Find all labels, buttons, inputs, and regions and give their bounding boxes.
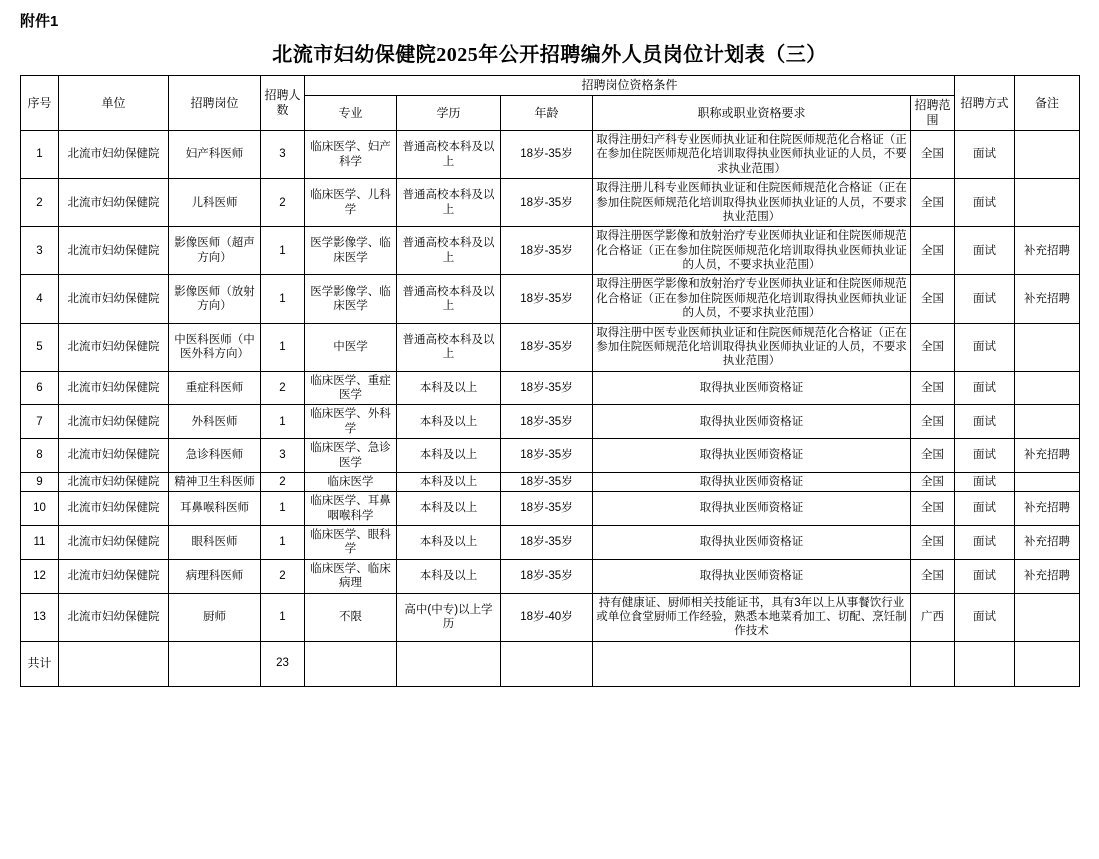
cell-major: 临床医学、耳鼻咽喉科学 <box>305 492 397 526</box>
cell-scope: 全国 <box>911 179 955 227</box>
table-row <box>21 439 1080 473</box>
cell-scope: 全国 <box>911 227 955 275</box>
cell-unit: 北流市妇幼保健院 <box>59 179 169 227</box>
cell-count: 2 <box>261 179 305 227</box>
cell-unit: 北流市妇幼保健院 <box>59 131 169 179</box>
table-row <box>21 559 1080 593</box>
cell-count: 2 <box>261 472 305 491</box>
cell-no: 3 <box>21 227 59 275</box>
cell-post: 眼科医师 <box>169 526 261 560</box>
cell-method: 面试 <box>955 275 1015 323</box>
cell-title-requirement: 取得注册儿科专业医师执业证和住院医师规范化合格证（正在参加住院医师规范化培训取得执业医师执业证的人员，不要求执业范围） <box>593 179 911 227</box>
cell-post: 病理科医师 <box>169 559 261 593</box>
cell-age: 18岁-35岁 <box>501 323 593 371</box>
total-unit <box>59 641 169 686</box>
header-scope: 招聘范围 <box>911 96 955 131</box>
cell-count: 2 <box>261 371 305 405</box>
cell-remark <box>1015 593 1080 641</box>
cell-age: 18岁-35岁 <box>501 559 593 593</box>
cell-education: 本科及以上 <box>397 472 501 491</box>
cell-post: 急诊科医师 <box>169 439 261 473</box>
cell-unit: 北流市妇幼保健院 <box>59 323 169 371</box>
cell-education: 高中(中专)以上学历 <box>397 593 501 641</box>
cell-scope: 全国 <box>911 371 955 405</box>
header-post: 招聘岗位 <box>169 76 261 131</box>
cell-post: 影像医师（放射方向） <box>169 275 261 323</box>
cell-major: 医学影像学、临床医学 <box>305 227 397 275</box>
total-education <box>397 641 501 686</box>
cell-remark: 补充招聘 <box>1015 492 1080 526</box>
total-post <box>169 641 261 686</box>
cell-remark <box>1015 323 1080 371</box>
cell-age: 18岁-35岁 <box>501 405 593 439</box>
cell-method: 面试 <box>955 371 1015 405</box>
cell-age: 18岁-40岁 <box>501 593 593 641</box>
cell-education: 本科及以上 <box>397 559 501 593</box>
cell-count: 1 <box>261 593 305 641</box>
header-age: 年龄 <box>501 96 593 131</box>
cell-education: 本科及以上 <box>397 526 501 560</box>
cell-remark <box>1015 472 1080 491</box>
cell-scope: 广西 <box>911 593 955 641</box>
cell-count: 3 <box>261 131 305 179</box>
recruitment-plan-table <box>20 75 1080 687</box>
cell-post: 外科医师 <box>169 405 261 439</box>
page-title: 北流市妇幼保健院2025年公开招聘编外人员岗位计划表（三） <box>272 44 827 66</box>
cell-age: 18岁-35岁 <box>501 472 593 491</box>
cell-no: 10 <box>21 492 59 526</box>
cell-count: 1 <box>261 526 305 560</box>
header-no: 序号 <box>21 76 59 131</box>
header-group-qualifications: 招聘岗位资格条件 <box>305 76 955 96</box>
header-unit: 单位 <box>59 76 169 131</box>
cell-major: 临床医学、临床病理 <box>305 559 397 593</box>
cell-education: 普通高校本科及以上 <box>397 179 501 227</box>
cell-age: 18岁-35岁 <box>501 179 593 227</box>
cell-unit: 北流市妇幼保健院 <box>59 472 169 491</box>
cell-education: 普通高校本科及以上 <box>397 323 501 371</box>
cell-title-requirement: 取得注册医学影像和放射治疗专业医师执业证和住院医师规范化合格证（正在参加住院医师规范化培训取得执业医师执业证的人员，不要求执业范围） <box>593 275 911 323</box>
cell-no: 1 <box>21 131 59 179</box>
cell-count: 1 <box>261 323 305 371</box>
cell-method: 面试 <box>955 405 1015 439</box>
cell-scope: 全国 <box>911 559 955 593</box>
cell-method: 面试 <box>955 593 1015 641</box>
cell-unit: 北流市妇幼保健院 <box>59 371 169 405</box>
cell-major: 医学影像学、临床医学 <box>305 275 397 323</box>
cell-method: 面试 <box>955 439 1015 473</box>
cell-major: 中医学 <box>305 323 397 371</box>
table-row <box>21 526 1080 560</box>
total-scope <box>911 641 955 686</box>
total-title-requirement <box>593 641 911 686</box>
cell-count: 1 <box>261 275 305 323</box>
cell-post: 重症科医师 <box>169 371 261 405</box>
cell-post: 耳鼻喉科医师 <box>169 492 261 526</box>
attachment-label: 附件1 <box>20 13 59 30</box>
cell-unit: 北流市妇幼保健院 <box>59 593 169 641</box>
cell-post: 儿科医师 <box>169 179 261 227</box>
cell-method: 面试 <box>955 526 1015 560</box>
cell-method: 面试 <box>955 323 1015 371</box>
cell-count: 1 <box>261 492 305 526</box>
header-method: 招聘方式 <box>955 76 1015 131</box>
cell-post: 妇产科医师 <box>169 131 261 179</box>
cell-age: 18岁-35岁 <box>501 227 593 275</box>
total-count: 23 <box>261 641 305 686</box>
cell-no: 4 <box>21 275 59 323</box>
cell-method: 面试 <box>955 131 1015 179</box>
header-major: 专业 <box>305 96 397 131</box>
cell-age: 18岁-35岁 <box>501 275 593 323</box>
cell-scope: 全国 <box>911 323 955 371</box>
cell-remark <box>1015 179 1080 227</box>
cell-scope: 全国 <box>911 492 955 526</box>
cell-post: 厨师 <box>169 593 261 641</box>
cell-no: 2 <box>21 179 59 227</box>
cell-unit: 北流市妇幼保健院 <box>59 405 169 439</box>
cell-title-requirement: 取得执业医师资格证 <box>593 559 911 593</box>
cell-no: 9 <box>21 472 59 491</box>
cell-scope: 全国 <box>911 275 955 323</box>
cell-count: 1 <box>261 227 305 275</box>
cell-scope: 全国 <box>911 131 955 179</box>
cell-age: 18岁-35岁 <box>501 526 593 560</box>
cell-remark: 补充招聘 <box>1015 275 1080 323</box>
header-title-requirement: 职称或职业资格要求 <box>593 96 911 131</box>
cell-unit: 北流市妇幼保健院 <box>59 526 169 560</box>
cell-education: 普通高校本科及以上 <box>397 275 501 323</box>
total-method <box>955 641 1015 686</box>
cell-remark <box>1015 371 1080 405</box>
cell-title-requirement: 取得注册中医专业医师执业证和住院医师规范化合格证（正在参加住院医师规范化培训取得执业医师执业证的人员，不要求执业范围） <box>593 323 911 371</box>
table-header <box>21 76 1080 131</box>
cell-count: 3 <box>261 439 305 473</box>
cell-education: 本科及以上 <box>397 439 501 473</box>
cell-unit: 北流市妇幼保健院 <box>59 227 169 275</box>
table-row <box>21 593 1080 641</box>
cell-remark: 补充招聘 <box>1015 439 1080 473</box>
cell-major: 临床医学、儿科学 <box>305 179 397 227</box>
cell-method: 面试 <box>955 559 1015 593</box>
cell-remark: 补充招聘 <box>1015 526 1080 560</box>
table-total-row <box>21 641 1080 686</box>
header-education: 学历 <box>397 96 501 131</box>
cell-major: 临床医学、重症医学 <box>305 371 397 405</box>
cell-remark: 补充招聘 <box>1015 227 1080 275</box>
cell-major: 临床医学、妇产科学 <box>305 131 397 179</box>
cell-unit: 北流市妇幼保健院 <box>59 275 169 323</box>
cell-scope: 全国 <box>911 472 955 491</box>
table-row <box>21 472 1080 491</box>
cell-title-requirement: 取得执业医师资格证 <box>593 405 911 439</box>
cell-age: 18岁-35岁 <box>501 371 593 405</box>
cell-major: 临床医学、眼科学 <box>305 526 397 560</box>
cell-unit: 北流市妇幼保健院 <box>59 439 169 473</box>
cell-scope: 全国 <box>911 526 955 560</box>
cell-remark <box>1015 131 1080 179</box>
cell-title-requirement: 取得注册医学影像和放射治疗专业医师执业证和住院医师规范化合格证（正在参加住院医师规范化培训取得执业医师执业证的人员，不要求执业范围） <box>593 227 911 275</box>
total-age <box>501 641 593 686</box>
cell-title-requirement: 持有健康证、厨师相关技能证书，具有3年以上从事餐饮行业或单位食堂厨师工作经验，熟悉本地菜肴加工、切配、烹饪制作技术 <box>593 593 911 641</box>
cell-post: 精神卫生科医师 <box>169 472 261 491</box>
cell-method: 面试 <box>955 179 1015 227</box>
cell-post: 影像医师（超声方向） <box>169 227 261 275</box>
cell-unit: 北流市妇幼保健院 <box>59 559 169 593</box>
cell-title-requirement: 取得执业医师资格证 <box>593 492 911 526</box>
header-count: 招聘人数 <box>261 76 305 131</box>
cell-no: 11 <box>21 526 59 560</box>
cell-unit: 北流市妇幼保健院 <box>59 492 169 526</box>
cell-title-requirement: 取得执业医师资格证 <box>593 472 911 491</box>
cell-age: 18岁-35岁 <box>501 492 593 526</box>
cell-method: 面试 <box>955 227 1015 275</box>
cell-remark: 补充招聘 <box>1015 559 1080 593</box>
cell-no: 8 <box>21 439 59 473</box>
cell-title-requirement: 取得执业医师资格证 <box>593 526 911 560</box>
cell-post: 中医科医师（中医外科方向） <box>169 323 261 371</box>
cell-education: 普通高校本科及以上 <box>397 131 501 179</box>
cell-major: 临床医学 <box>305 472 397 491</box>
table-row <box>21 227 1080 275</box>
table-body <box>21 131 1080 687</box>
table-row <box>21 179 1080 227</box>
cell-no: 5 <box>21 323 59 371</box>
total-major <box>305 641 397 686</box>
cell-major: 临床医学、急诊医学 <box>305 439 397 473</box>
cell-count: 1 <box>261 405 305 439</box>
cell-method: 面试 <box>955 472 1015 491</box>
table-row <box>21 492 1080 526</box>
cell-no: 6 <box>21 371 59 405</box>
table-row <box>21 405 1080 439</box>
cell-age: 18岁-35岁 <box>501 439 593 473</box>
cell-no: 7 <box>21 405 59 439</box>
total-remark <box>1015 641 1080 686</box>
header-row-top <box>21 76 1080 96</box>
cell-remark <box>1015 405 1080 439</box>
cell-education: 本科及以上 <box>397 492 501 526</box>
cell-scope: 全国 <box>911 439 955 473</box>
cell-no: 12 <box>21 559 59 593</box>
cell-major: 不限 <box>305 593 397 641</box>
table-row <box>21 371 1080 405</box>
cell-education: 普通高校本科及以上 <box>397 227 501 275</box>
cell-count: 2 <box>261 559 305 593</box>
cell-title-requirement: 取得执业医师资格证 <box>593 371 911 405</box>
table-row <box>21 323 1080 371</box>
cell-no: 13 <box>21 593 59 641</box>
cell-title-requirement: 取得执业医师资格证 <box>593 439 911 473</box>
cell-major: 临床医学、外科学 <box>305 405 397 439</box>
cell-method: 面试 <box>955 492 1015 526</box>
header-remark: 备注 <box>1015 76 1080 131</box>
cell-education: 本科及以上 <box>397 405 501 439</box>
total-label: 共计 <box>21 641 59 686</box>
table-row <box>21 131 1080 179</box>
cell-scope: 全国 <box>911 405 955 439</box>
cell-education: 本科及以上 <box>397 371 501 405</box>
cell-age: 18岁-35岁 <box>501 131 593 179</box>
cell-title-requirement: 取得注册妇产科专业医师执业证和住院医师规范化合格证（正在参加住院医师规范化培训取得执业医师执业证的人员，不要求执业范围） <box>593 131 911 179</box>
table-row <box>21 275 1080 323</box>
